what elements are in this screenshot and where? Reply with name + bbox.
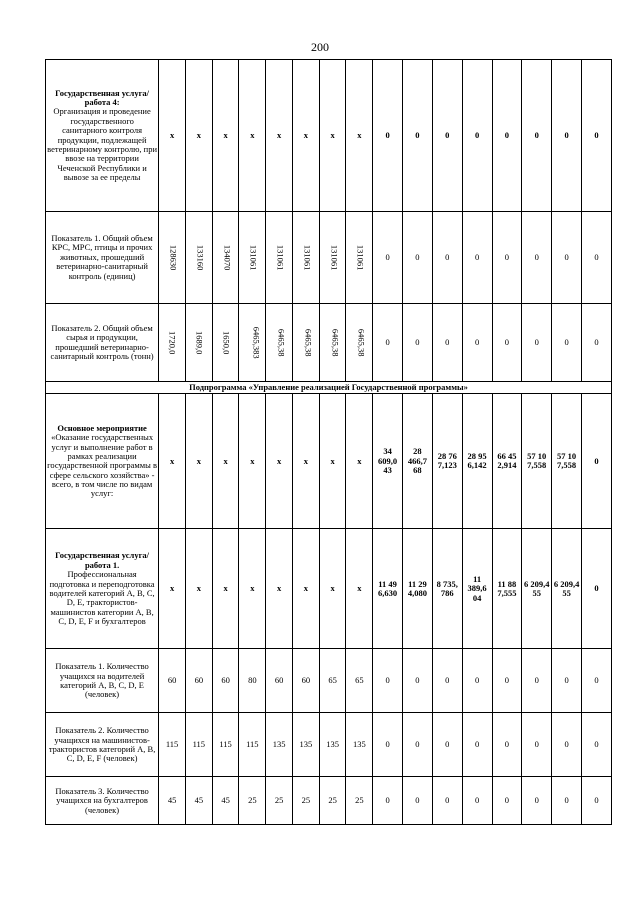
value-cell: 135 (319, 713, 346, 777)
value-cell: 0 (462, 777, 492, 825)
value-cell: 0 (581, 529, 611, 649)
value-cell: 0 (492, 777, 522, 825)
value-cell (239, 304, 266, 382)
value-cell: 0 (552, 713, 582, 777)
table-row (46, 713, 612, 777)
value-cell: 0 (581, 60, 611, 212)
value-cell: 0 (492, 713, 522, 777)
table-row (46, 777, 612, 825)
value-cell: 25 (346, 777, 373, 825)
row-name-rest: «Оказание государственных услуг и выполнение работ в рамках реализации государственной программы в сфере сельского хозяйства» - всего, в том числе по видам услуг: (47, 432, 158, 499)
rotated-value: 131061 (302, 244, 313, 271)
value-cell: 28 76 7,123 (432, 394, 462, 529)
value-cell: 45 (212, 777, 239, 825)
value-cell: 45 (185, 777, 212, 825)
value-cell: x (266, 60, 293, 212)
value-cell: 45 (159, 777, 186, 825)
value-cell: 34 609,0 43 (373, 394, 403, 529)
value-cell: 0 (462, 212, 492, 304)
value-cell (185, 212, 212, 304)
value-cell: 25 (292, 777, 319, 825)
value-cell (239, 212, 266, 304)
value-cell: 28 466,7 68 (403, 394, 433, 529)
table-row (46, 649, 612, 713)
value-cell: x (266, 529, 293, 649)
value-cell (319, 212, 346, 304)
value-cell: 115 (185, 713, 212, 777)
value-cell: 65 (319, 649, 346, 713)
value-cell: 0 (581, 649, 611, 713)
value-cell: 80 (239, 649, 266, 713)
value-cell: 0 (403, 212, 433, 304)
value-cell: 60 (266, 649, 293, 713)
value-cell: 115 (239, 713, 266, 777)
value-cell: 6 209,4 55 (552, 529, 582, 649)
value-cell: 0 (432, 649, 462, 713)
table-row (46, 394, 612, 529)
row-name-bold: Государственная услуга/работа 4: (55, 87, 150, 108)
value-cell (185, 304, 212, 382)
value-cell: 115 (212, 713, 239, 777)
rotated-value: 6465,38 (356, 328, 367, 357)
rotated-value: 131061 (355, 244, 366, 271)
value-cell: 0 (403, 304, 433, 382)
value-cell: 0 (373, 212, 403, 304)
value-cell: 0 (552, 60, 582, 212)
value-cell: 0 (403, 649, 433, 713)
value-cell: 0 (373, 649, 403, 713)
value-cell: 135 (266, 713, 293, 777)
value-cell (292, 212, 319, 304)
value-cell: 0 (373, 713, 403, 777)
value-cell: 0 (373, 777, 403, 825)
rotated-value: 133160 (195, 244, 206, 271)
value-cell: 115 (159, 713, 186, 777)
value-cell: x (239, 60, 266, 212)
value-cell: 0 (432, 60, 462, 212)
row-name: Показатель 2. Общий объем сырья и продукции, прошедший ветеринарно-санитарный контроль (тонн) (46, 304, 159, 382)
value-cell: 0 (432, 304, 462, 382)
value-cell: x (266, 394, 293, 529)
rotated-value: 134070 (222, 244, 233, 271)
row-name (46, 394, 159, 529)
rotated-value: 131061 (329, 244, 340, 271)
value-cell: 60 (185, 649, 212, 713)
value-cell (346, 212, 373, 304)
value-cell: x (346, 394, 373, 529)
value-cell: 57 10 7,558 (522, 394, 552, 529)
rotated-value: 131061 (248, 244, 259, 271)
value-cell: 0 (522, 212, 552, 304)
value-cell (346, 304, 373, 382)
value-cell: 25 (239, 777, 266, 825)
rotated-value: 1689,0 (194, 330, 205, 355)
value-cell: 0 (552, 777, 582, 825)
value-cell: x (239, 394, 266, 529)
value-cell: x (292, 394, 319, 529)
value-cell: 11 29 4,080 (403, 529, 433, 649)
table-row (46, 529, 612, 649)
value-cell: x (292, 529, 319, 649)
row-name (46, 60, 159, 212)
value-cell: x (292, 60, 319, 212)
value-cell: 25 (266, 777, 293, 825)
rotated-value: 6465,38 (303, 328, 314, 357)
value-cell: 0 (522, 777, 552, 825)
value-cell: 0 (552, 212, 582, 304)
table-row (46, 212, 612, 304)
value-cell (212, 212, 239, 304)
value-cell: 0 (462, 60, 492, 212)
value-cell: 0 (462, 649, 492, 713)
value-cell: x (185, 529, 212, 649)
value-cell: 0 (373, 304, 403, 382)
value-cell (159, 212, 186, 304)
value-cell: 0 (552, 649, 582, 713)
value-cell: x (239, 529, 266, 649)
value-cell: x (185, 394, 212, 529)
value-cell (266, 212, 293, 304)
rotated-value: 1650,0 (221, 330, 232, 355)
value-cell: 0 (581, 212, 611, 304)
data-table (45, 59, 612, 825)
value-cell: 66 45 2,914 (492, 394, 522, 529)
value-cell (266, 304, 293, 382)
value-cell: 135 (346, 713, 373, 777)
value-cell: 0 (403, 713, 433, 777)
value-cell: 6 209,4 55 (522, 529, 552, 649)
rotated-value: 128630 (168, 244, 179, 271)
value-cell (292, 304, 319, 382)
value-cell: 25 (319, 777, 346, 825)
value-cell: 0 (492, 60, 522, 212)
value-cell: 0 (462, 304, 492, 382)
value-cell: 0 (492, 212, 522, 304)
value-cell: 0 (432, 212, 462, 304)
value-cell: 0 (522, 649, 552, 713)
value-cell: 0 (522, 60, 552, 212)
value-cell: 28 95 6,142 (462, 394, 492, 529)
table-row (46, 304, 612, 382)
rotated-value: 1720,0 (167, 330, 178, 355)
value-cell: x (319, 394, 346, 529)
value-cell: 57 10 7,558 (552, 394, 582, 529)
row-name (46, 529, 159, 649)
value-cell (212, 304, 239, 382)
value-cell: 11 389,6 04 (462, 529, 492, 649)
value-cell: 0 (581, 394, 611, 529)
value-cell: 11 88 7,555 (492, 529, 522, 649)
value-cell: 135 (292, 713, 319, 777)
value-cell: 0 (432, 777, 462, 825)
row-name: Показатель 1. Общий объем КРС, МРС, птицы и прочих животных, прошедший ветеринарно-санитарный контроль (единиц) (46, 212, 159, 304)
value-cell: x (185, 60, 212, 212)
rotated-value: 131061 (275, 244, 286, 271)
value-cell: 0 (403, 777, 433, 825)
value-cell: x (212, 394, 239, 529)
row-name-bold: Государственная услуга/работа 1. (55, 550, 150, 570)
rotated-value: 6465,38 (330, 328, 341, 357)
value-cell: 0 (403, 60, 433, 212)
table-row (46, 60, 612, 212)
value-cell: x (212, 60, 239, 212)
row-name-bold: Основное мероприятие (57, 422, 147, 433)
value-cell: 0 (581, 713, 611, 777)
rotated-value: 6465,383 (252, 326, 263, 359)
value-cell: 60 (292, 649, 319, 713)
value-cell: 0 (373, 60, 403, 212)
value-cell: 60 (212, 649, 239, 713)
rotated-value: 6465,38 (276, 328, 287, 357)
value-cell: 0 (492, 649, 522, 713)
value-cell: 0 (522, 713, 552, 777)
value-cell: 60 (159, 649, 186, 713)
value-cell: 8 735, 786 (432, 529, 462, 649)
value-cell: x (159, 394, 186, 529)
row-name-rest: Организация и проведение государственного санитарного контроля продукции, подлежащей ветеринарному контролю, при ввозе на территории Чеченской Республики и вывозе за ее пределы (47, 106, 158, 182)
value-cell: 65 (346, 649, 373, 713)
row-name: Показатель 1. Количество учащихся на водителей категорий A, B, C, D, E (человек) (46, 649, 159, 713)
value-cell: 0 (462, 713, 492, 777)
value-cell: x (346, 60, 373, 212)
row-name-rest: Профессиональная подготовка и переподготовка водителей категорий A, B, C, D, E, трактористов-машинистов категории A, B, C, D, E, F и бухгалтеров (49, 569, 155, 626)
subprogram-header: Подпрограмма «Управление реализацией Государственной программы» (46, 382, 612, 394)
value-cell (159, 304, 186, 382)
value-cell: x (159, 60, 186, 212)
row-name: Показатель 3. Количество учащихся на бухгалтеров (человек) (46, 777, 159, 825)
value-cell: 0 (552, 304, 582, 382)
value-cell: x (319, 529, 346, 649)
value-cell (319, 304, 346, 382)
value-cell: 0 (492, 304, 522, 382)
value-cell: 0 (581, 777, 611, 825)
value-cell: 0 (432, 713, 462, 777)
value-cell: 0 (581, 304, 611, 382)
value-cell: x (159, 529, 186, 649)
value-cell: x (346, 529, 373, 649)
value-cell: 0 (522, 304, 552, 382)
value-cell: 11 49 6,630 (373, 529, 403, 649)
page-number: 200 (311, 40, 329, 54)
value-cell: x (212, 529, 239, 649)
row-name: Показатель 2. Количество учащихся на машинистов-трактористов категорий A, B, C, D, E, F (человек) (46, 713, 159, 777)
value-cell: x (319, 60, 346, 212)
